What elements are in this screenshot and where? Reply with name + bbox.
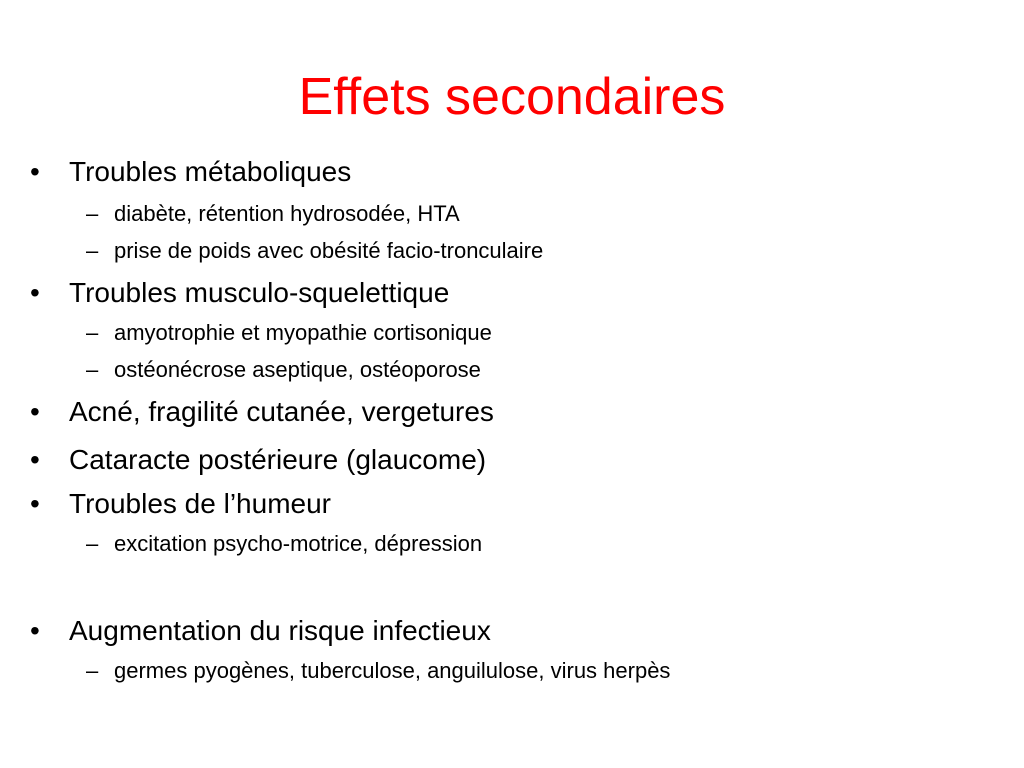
dash-marker: – xyxy=(86,238,99,263)
sub-bullet-text: germes pyogènes, tuberculose, anguilulose, virus herpès xyxy=(114,658,671,683)
bullet-marker: • xyxy=(30,156,40,187)
slide-title: Effets secondaires xyxy=(298,68,726,126)
sub-bullet-text: ostéonécrose aseptique, ostéoporose xyxy=(114,357,481,382)
dash-marker: – xyxy=(86,201,99,226)
bullet-text: Augmentation du risque infectieux xyxy=(69,615,491,646)
bullet-text: Cataracte postérieure (glaucome) xyxy=(69,444,487,475)
bullet-marker: • xyxy=(30,444,40,475)
bullet-marker: • xyxy=(30,277,40,308)
sub-bullet-text: amyotrophie et myopathie cortisonique xyxy=(114,320,492,345)
bullet-text: Acné, fragilité cutanée, vergetures xyxy=(69,396,494,427)
dash-marker: – xyxy=(86,357,99,382)
sub-bullet-text: excitation psycho-motrice, dépression xyxy=(114,531,483,556)
bullet-marker: • xyxy=(30,396,40,427)
sub-bullet-text: diabète, rétention hydrosodée, HTA xyxy=(114,201,460,226)
bullet-marker: • xyxy=(30,615,40,646)
dash-marker: – xyxy=(86,531,99,556)
bullet-text: Troubles de l’humeur xyxy=(69,488,331,519)
dash-marker: – xyxy=(86,658,99,683)
sub-bullet-text: prise de poids avec obésité facio-tronculaire xyxy=(114,238,544,263)
bullet-marker: • xyxy=(30,488,40,519)
bullet-text: Troubles musculo-squelettique xyxy=(69,277,450,308)
dash-marker: – xyxy=(86,320,99,345)
bullet-text: Troubles métaboliques xyxy=(69,156,352,187)
